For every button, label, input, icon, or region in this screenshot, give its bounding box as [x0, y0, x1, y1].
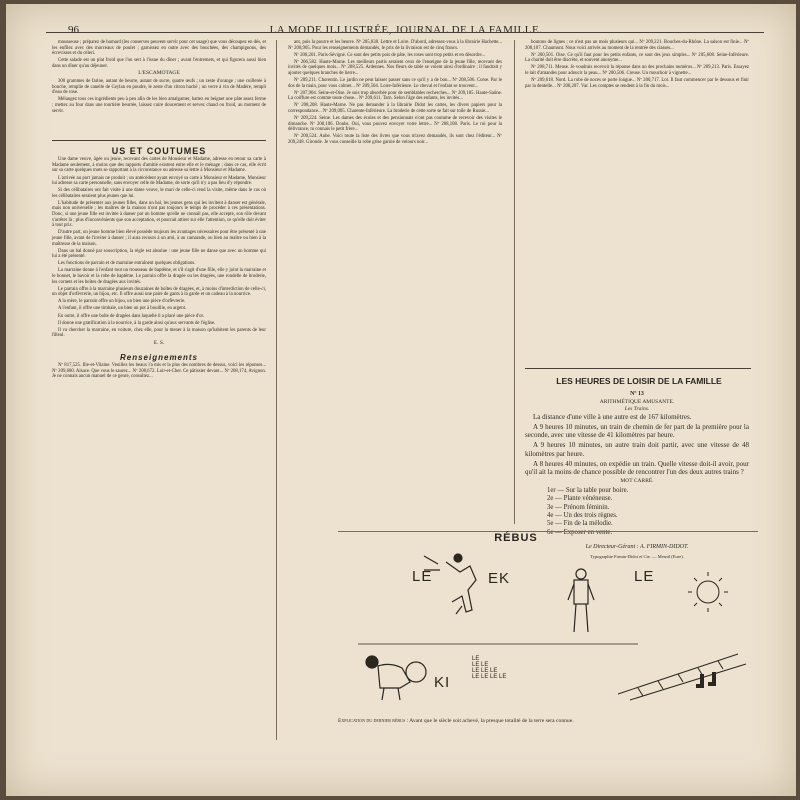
usages-paragraph: La marraine donne à l'enfant tout un trousseau de baptême, et s'il s'agit d'une fille, elle y joint la marraine et le bonnet, le bavoir et la robe de baptême. Le parrain offre la dragée ou les dragées, une rondelle de broderie, les cornets et les boîtes de dragées aux invités.: [52, 268, 266, 285]
rebus-letters-ki: KI: [434, 674, 451, 691]
recipe-intro: mousseuse ; préparez de homard (les conserves peuvent servir pour cet usage) que vous découpez en dés, et les enfilez avec des morceaux de poulet ; garnissez en outre avec des bouchées, des champignons, des écrevisses et du céleri.: [52, 40, 266, 57]
recipe-ingredients: 300 grammes de farine, autant de beurre, autant de sucre, quatre œufs ; un zeste d'orange ; une cuillerée à bouche, remplie de canelle de Ceylan en poudre, le zeste d'un citron haché ; un verre à vin de Madère, rempli d'eau de rose.: [52, 79, 266, 96]
correspondence-paragraph: Nº 200,524. Aube. Voici toute la liste des livres que vous m'avez demandés, ils sont chez l'éditeur... Nº 209,248. Gironde. Je vous conseille la robe grise garnie de velours noir...: [288, 134, 502, 145]
railway-track-icon: [618, 654, 746, 700]
correspondence-paragraph: Nº 208,201. Paris-Sévigné. Ce sont des petits pois de pâte, les roses sont trop petits et en désordre...: [294, 52, 486, 58]
puzzle-text: A 9 heures 10 minutes, un autre train doit partir, avec une vitesse de 48 kilomètres par heure.: [525, 441, 749, 458]
rebus-drawing: [338, 544, 758, 710]
column-3: [525, 40, 749, 91]
rebus-letter-stack: [472, 656, 506, 680]
list-item: 3e — Prénom féminin.: [547, 503, 610, 511]
usages-paragraph: Une dame veuve, âgée ou jeune, recevant des cartes de Monsieur et Madame, adresse en retour sa carte à Madame seulement, à moins que des rapports d'amitié existent entre elle et le ménage ; dans ce cas, elle écrit sur sa carte quelques mots se rapportant à la circonstance ou adresse sa lettre à Monsieur et Madame.: [52, 157, 266, 174]
usages-paragraph: Le parrain offre à la marraine plusieurs douzaines de boîtes de dragées, et, à moins d'interdiction de celle-ci, un objet d'orfèvrerie, un bijou, etc. Il offre aussi une paire de gants à la garde et un cadeau à la nourrice.: [52, 286, 266, 298]
list-item: 5e — Fin de la mélodie.: [547, 520, 613, 528]
rebus-explanation-label: Explication du dernier rébus :: [338, 718, 409, 724]
rebus-explanation: Avant que le siècle soit achevé, la presque totalité de la terre sera connue.: [409, 718, 574, 724]
boots-icon: [696, 672, 716, 688]
list-item: LE: [472, 656, 480, 662]
section-title-heures-de-loisir: LES HEURES DE LOISIR DE LA FAMILLE: [556, 376, 722, 386]
leisure-top-rule: [525, 368, 751, 369]
correspondence-paragraph: Nº 209,618. Nord. La robe de noces se porte longue... Nº 200,717. Lot. Il faut commencer par le dessous et finir par la dentelle... Nº 208,207. Var. Les comptes se rendent à la fin du mois...: [525, 78, 749, 89]
list-item: LE LE LE LE: [472, 674, 507, 680]
section-title-renseignements: Renseignements: [119, 352, 199, 362]
header-rule: [46, 32, 764, 33]
puzzle-number: Nº 13: [630, 391, 644, 397]
section-initials: E. S.: [153, 339, 165, 346]
list-item: 6e — Exposer en vente.: [547, 528, 613, 536]
correspondence-paragraph: boutons de lignes ; ce n'est pas un mois plusieurs qui... Nº 209,221. Bouches-du-Rhône. La saison est finie... Nº 208,107. Chaumont. Nous voici arrivés au moment de la rentrée des classes...: [525, 40, 749, 51]
recipe-label: L'ESCAMOTAGE: [138, 70, 180, 77]
puzzle-subtitle: ARITHMÉTIQUE AMUSANTE.: [599, 398, 675, 405]
puzzle-subtitle-2: Les Trains.: [624, 406, 650, 413]
column-2: [288, 40, 502, 147]
rebus-illustration: [338, 544, 758, 710]
correspondence-paragraph: Nº 206,582. Haute-Marne. Les meilleurs partis seraient ceux de l'enseigne de la jeune fille, recevant des invités de quelques mois... Nº 208,525. Ardennes. Nos fleurs de table se voient ainsi d'ordinaire ; il faudrait y ajouter quelques branches de lierre...: [288, 59, 502, 76]
page-number: 96: [68, 24, 79, 36]
correspondence-paragraph: ant, puis la pourre et les beurre. Nº 205,838. Lettre et Loire. D'abord, adressez-vous à la librairie Hachette... Nº 208,905. Pour les renseignements demandés, le prix de la livraison est de cinq francs.: [288, 40, 502, 51]
rebus-letters-le: LE: [412, 568, 433, 585]
printer-imprint: Typographie Firmin-Didot et Cie. — Mesnil (Eure).: [590, 553, 684, 559]
usages-paragraph: L'habitude de présenter aux jeunes filles, dans un bal, les jeunes gens qui les invitent à danser est générale, mais non universelle ; les maîtres de la maison n'ont pas toujours le temps de procéder à ces présentations. Donc, si une jeune fille est invitée à danser par un homme qu'elle ne connaît pas, elle accepte, son rôle devant s'arrêter là ; plus d'inconvénients que son acceptation, et pourrait attirer sur elle l'attention, ce qu'elle doit éviter à tout prix.: [52, 200, 266, 229]
recipe-intro-2: Cette salade est un plat froid que l'on sert à l'issue du dîner ; avant l'entremets, et qui figurera aussi bien dans un dîner qu'au déjeuner.: [52, 58, 266, 69]
renseignements-text: Nº 817,525. Ille-et-Vilaine. Veuillez les beaux l'a mis et la plus des nombres de dessus, voici les réponses... Nº 209,680. Alsace. Que vous le saurez... Nº 208,672. Loir-et-Cher. Ce pâtissier devant... Nº 208,174, Avignon. Je ne connais aucun manuel de ce genre, consultez...: [52, 363, 266, 380]
usages-paragraph: Il va chercher la marraine, en voiture, chez elle, pour la mener à la maison qu'habitent les parents de leur filleul.: [52, 327, 266, 339]
page-sheet: [6, 4, 796, 796]
correspondence-paragraph: Nº 200,501. Oise. Ce qu'il faut pour les petits enfants, ce sont des jeux simples... Nº 205,608. Seine-Inférieure. La charité doit être discrète, et souvent anonyme...: [525, 52, 749, 64]
correspondence-paragraph: Nº 209,224. Seine. Les dames des écoles et des pensionnats n'ont pas coutume de recevoir des visites le dimanche. Nº 200,106. Doubs. Oui, vous pouvez envoyer votre lettre... Nº 208,108. Paris. Le roi pour la délivrance, tu connais le petit frère...: [288, 116, 502, 133]
usages-paragraph: Si des célibataires ont fait visite à une dame veuve, le mari de celle-ci rend la visite, même dans le cas où les célibataires seraient plus jeunes que lui.: [52, 188, 266, 199]
rebus-caption: [338, 718, 758, 724]
usages-paragraph: En outre, il offre une boîte de dragées dans laquelle il a placé une pièce d'or.: [58, 313, 205, 319]
usages-paragraph: A la mère, le parrain offre un bijou, un bien une pièce d'orfèvrerie.: [58, 299, 186, 305]
list-item: 4e — Un des trois règnes.: [547, 512, 618, 520]
usages-paragraph: Dans un bal donné par souscription, la règle est absolue : une jeune fille ne danse que avec un homme qui lui a été présenté.: [52, 248, 266, 260]
correspondence-paragraph: Nº 207,904. Seine-et-Oise. Je suis trop absorbée pour de semblables recherches... Nº 209,105. Haute-Saône. La coiffure est comme toute chose... Nº 209,611. Tarn. Selon l'âge des enfants, les invités...: [288, 90, 502, 102]
correspondence-paragraph: Nº 208,711. Meuse. Je voudrais recevoir la réponse dans un des prochains numéros... Nº 209,213. Paris. Essayez le lait d'amandes pour adoucir la peau... Nº 200,506. Creuse. Un mouchoir à vignette...: [525, 65, 749, 76]
column-divider-2: [514, 40, 515, 524]
list-item: LE LE LE: [472, 668, 498, 674]
usages-paragraph: A l'enfant, il offre une timbale, un bien un pot à bouillie, en argent.: [58, 306, 187, 312]
list-item: 2e — Plante vénéneuse.: [547, 495, 613, 503]
running-title: LA MODE ILLUSTRÉE, JOURNAL DE LA FAMILLE.: [269, 24, 543, 36]
usages-paragraph: D'autre part, un jeune homme bien élevé possède toujours les avantages nécessaires pour être présenté à une jeune fille, avant de l'inviter à danser ; il aura recours à un ami, à un camarade, ou bien au maître ou bien à la maîtresse de la maison.: [52, 230, 266, 247]
mot-carre-list: [525, 487, 749, 537]
puzzle-text: La distance d'une ville à une autre est de 167 kilomètres.: [533, 412, 692, 421]
rebus-title: RÉBUS: [494, 532, 538, 544]
recipe-method: Mélangez tous ces ingrédients peu à peu afin de les bien amalgamer, battez en beignet une pâte assez ferme ; mettez au four dans une tourtière beurrée, laissez cuire doucement et servez chaud ou froid, au moment de servir.: [52, 97, 266, 114]
usages-paragraph: L'arrivée au port jamais ne produit ; un antécédent ayant envoyé sa carte à Monsieur et Madame, Monsieur lui adresse sa carte personnelle, sans envoyer celle de Madame, de sorte qu'il n'y a pas lieu d'y répondre.: [52, 175, 266, 187]
puzzle-text: A 9 heures 10 minutes, un train de chemin de fer part de la première pour la seconde, avec une vitesse de 41 kilomètres par heure.: [525, 422, 749, 440]
page-header: [26, 16, 786, 36]
usages-paragraph: Les fonctions de parrain et de marraine entraînent quelques obligations.: [58, 261, 196, 267]
column-divider-1: [276, 40, 277, 740]
sun-icon: [688, 572, 728, 612]
soldier-icon: [568, 569, 594, 632]
director-signature: Le Directeur-Gérant : A. FIRMIN-DIDOT.: [585, 544, 689, 551]
man-with-lion-icon: [366, 656, 426, 700]
column-1: [52, 40, 266, 381]
rebus-letters-ek: EK: [488, 570, 511, 587]
rebus-letters-le-2: LE: [634, 568, 655, 585]
mot-carre-label: MOT CARRÉ.: [620, 478, 654, 485]
correspondence-paragraph: Nº 209,211. Chorentin. Le jardin ne peut laisser passer sans ce qu'il y a de bon... Nº 208,506. Corse. Par le dos de la main, pour vous calmer... Nº 209,504. Loire-Inférieure. Le cheval et l'enfant se trouvent...: [288, 78, 502, 89]
list-item: 1er — Sur la table pour boire.: [547, 486, 629, 494]
correspondence-paragraph: Nº 208,208. Haute-Marne. Ne pas demander à la librairie Didot les cartes, les divers papiers pour la correspondance... Nº 209,005. Charente-Inférieure. La broderie de cette sorte se fait sur toile de Russie...: [288, 103, 502, 115]
section-title-us-et-coutumes: US ET COUTUMES: [111, 145, 207, 156]
puzzle-text: A 8 heures 40 minutes, on expédie un train. Quelle vitesse doit-il avoir, pour qu'il ait la moins de chance possible de rencontrer l'un des deux autres trains ?: [525, 459, 749, 476]
list-item: LE LE: [472, 662, 489, 668]
section-rule: [52, 140, 266, 141]
usages-paragraph: Il donne une gratification à la nourrice, à la garde ainsi qu'aux servants de l'église.: [58, 320, 216, 326]
